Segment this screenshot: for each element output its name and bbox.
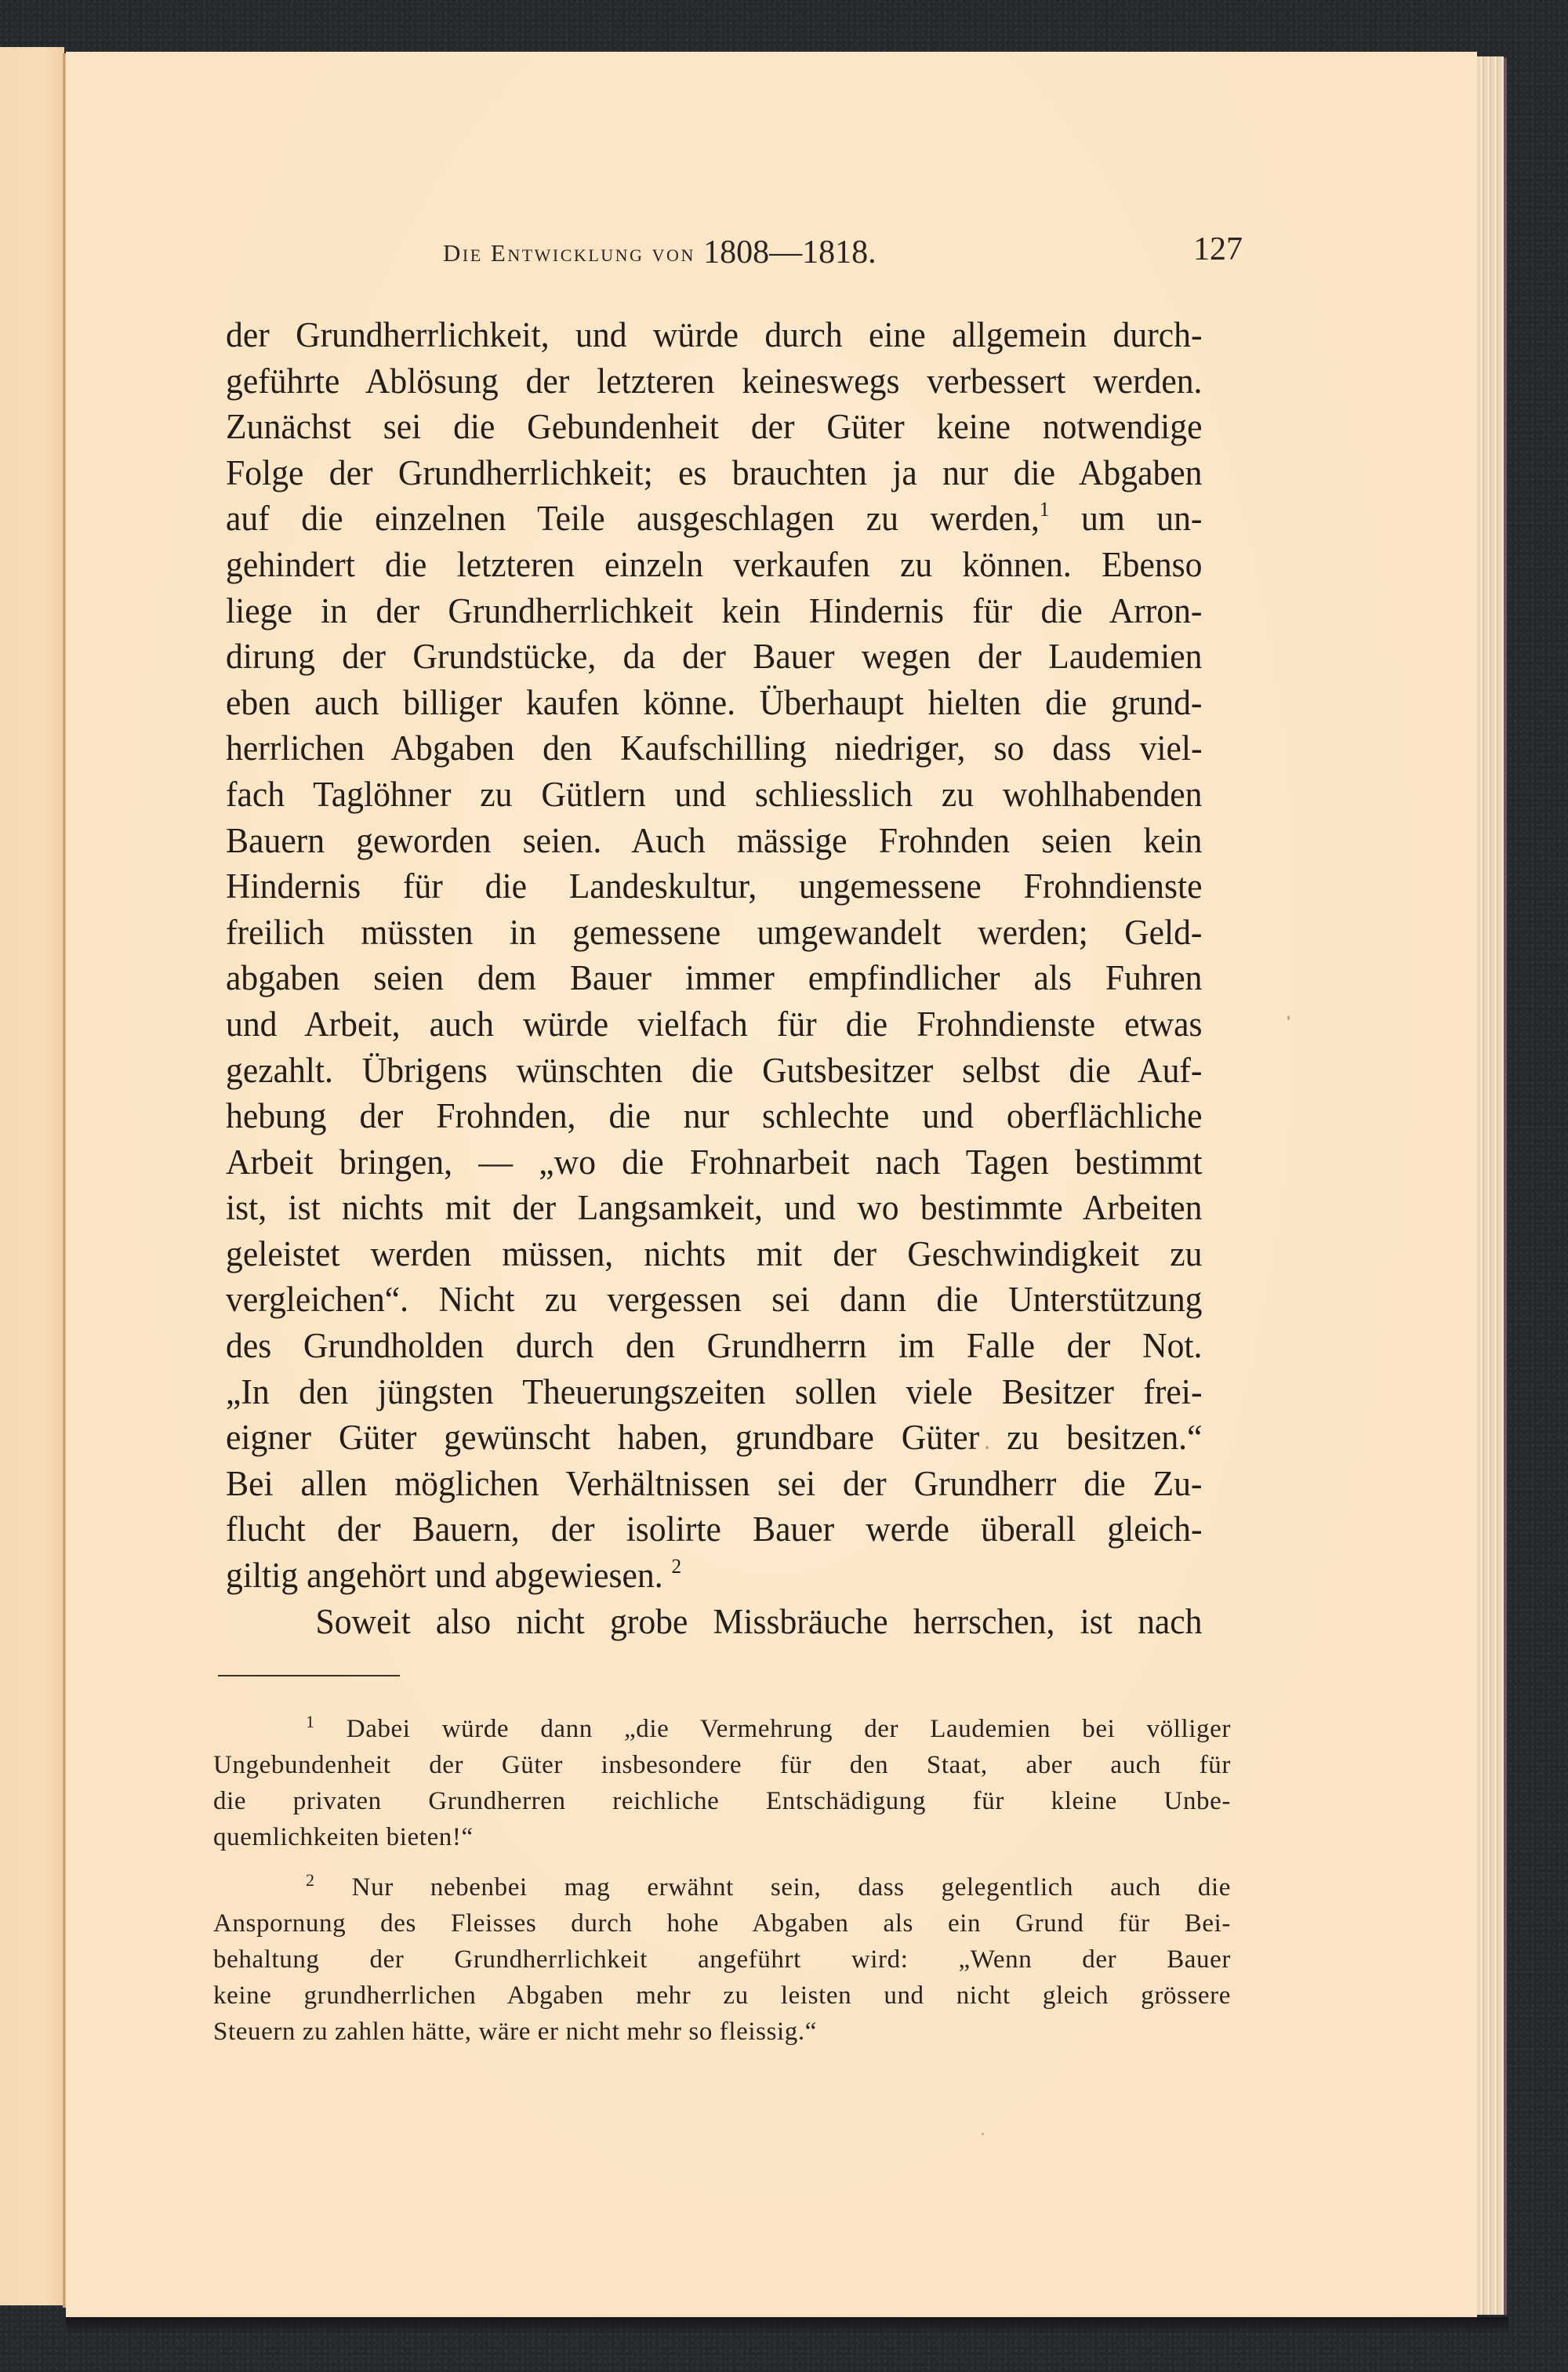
text-line: eigner Güter gewünscht haben, grundbare Güter zu besitzen.“ [226, 1418, 1203, 1458]
footnote-1 [213, 1711, 1231, 1855]
text-line: der Grundherrlichkeit, und würde durch eine allgemein durch- [226, 315, 1203, 354]
footnote-line [213, 1869, 1231, 1905]
facing-page-edge [0, 47, 64, 2305]
page-stack-edge [1477, 56, 1504, 2315]
text-line: liege in der Grundherrlichkeit kein Hindernis für die Arron- [226, 590, 1203, 630]
footnote-text: Nur nebenbei mag erwähnt sein, dass gelegentlich auch die [351, 1873, 1231, 1902]
footnote-line: keine grundherrlichen Abgaben mehr zu leisten und nicht gleich grössere [213, 1982, 1231, 2010]
footnote-line: Ungebundenheit der Güter insbesondere für den Staat, aber auch für [213, 1751, 1231, 1779]
text-line: freilich müssten in gemessene umgewandelt werden; Geld- [226, 912, 1203, 952]
footnote-rule [218, 1675, 400, 1676]
footnote-marker: 2 [306, 1870, 315, 1890]
text-line: des Grundholden durch den Grundherrn im Falle der Not. [226, 1326, 1203, 1366]
footnotes [213, 1711, 1231, 2050]
text-line [226, 1553, 1202, 1599]
text-line: flucht der Bauern, der isolirte Bauer werde überall gleich- [226, 1509, 1203, 1549]
text-line: Soweit also nicht grobe Missbräuche herrschen, ist nach [315, 1601, 1203, 1641]
text-line [226, 496, 1202, 542]
text-line-end: um un- [1080, 499, 1203, 539]
footnote-text: Dabei würde dann „die Vermehrung der Laudemien bei völliger [346, 1715, 1231, 1743]
text-line: „In den jüngsten Theuerungszeiten sollen viele Besitzer frei- [226, 1371, 1203, 1411]
text-line: Zunächst sei die Gebundenheit der Güter keine notwendige [226, 407, 1203, 447]
cover-edge [1504, 58, 1507, 2315]
text-line: gezahlt. Übrigens wünschten die Gutsbesitzer selbst die Auf- [226, 1050, 1203, 1090]
text-line: Bei allen möglichen Verhältnissen sei der Grundherr die Zu- [226, 1463, 1203, 1503]
paper-speck [1287, 1015, 1290, 1020]
paper-speck [982, 2133, 984, 2135]
text-line: Bauern geworden seien. Auch mässige Frohnden seien kein [226, 820, 1203, 860]
footnote-line: quemlichkeiten bieten!“ [213, 1823, 474, 1851]
text-line: abgaben seien dem Bauer immer empfindlicher als Fuhren [226, 958, 1203, 998]
text-line: Arbeit bringen, — „wo die Frohnarbeit nach Tagen bestimmt [226, 1142, 1203, 1182]
text-line: geleistet werden müssen, nichts mit der Geschwindigkeit zu [226, 1233, 1203, 1273]
text-line: dirung der Grundstücke, da der Bauer wegen der Laudemien [226, 637, 1203, 677]
text-line: hebung der Frohnden, die nur schlechte und oberflächliche [226, 1096, 1203, 1136]
page-shadow [66, 2317, 1508, 2334]
footnote-marker: 1 [306, 1712, 315, 1731]
running-head [443, 232, 1243, 271]
running-title-text: Die Entwicklung von [443, 239, 695, 267]
text-line: Folge der Grundherrlichkeit; es brauchten ja nur die Abgaben [226, 452, 1203, 492]
text-line: geführte Ablösung der letzteren keineswegs verbessert werden. [226, 361, 1203, 401]
page-number: 127 [1193, 231, 1243, 267]
text-line: ist, ist nichts mit der Langsamkeit, und wo bestimmte Arbeiten [226, 1188, 1203, 1228]
text-line: fach Taglöhner zu Gütlern und schliesslich zu wohlhabenden [226, 774, 1203, 814]
text-line: gehindert die letzteren einzeln verkaufen zu können. Ebenso [226, 544, 1203, 584]
body-text [226, 312, 1202, 1644]
text-line: Hindernis für die Landeskultur, ungemessene Frohndienste [226, 866, 1203, 906]
footnote-ref[interactable]: 1 [1039, 498, 1050, 521]
footnote-line [213, 1711, 1231, 1747]
text-line: und Arbeit, auch würde vielfach für die Frohndienste etwas [226, 1004, 1203, 1044]
footnote-2 [213, 1869, 1231, 2050]
footnote-line: Steuern zu zahlen hätte, wäre er nicht mehr so fleissig.“ [213, 2018, 817, 2046]
text-line-start: giltig angehört und abgewiesen. [226, 1556, 663, 1596]
footnote-line: die privaten Grundherren reichliche Entschädigung für kleine Unbe- [213, 1787, 1231, 1815]
text-line: herrlichen Abgaben den Kaufschilling niedriger, so dass viel- [226, 728, 1203, 768]
text-line: vergleichen“. Nicht zu vergessen sei dann die Unterstützung [226, 1280, 1203, 1320]
footnote-line: Anspornung des Fleisses durch hohe Abgaben als ein Grund für Bei- [213, 1909, 1231, 1938]
running-title-years: 1808—1818. [703, 234, 877, 271]
text-line: eben auch billiger kaufen könne. Überhaupt hielten die grund- [226, 682, 1203, 722]
footnote-ref[interactable]: 2 [671, 1555, 682, 1578]
footnote-line: behaltung der Grundherrlichkeit angeführt wird: „Wenn der Bauer [213, 1945, 1231, 1974]
running-title [443, 232, 877, 270]
text-line-start: auf die einzelnen Teile ausgeschlagen zu werden, [226, 499, 1040, 539]
